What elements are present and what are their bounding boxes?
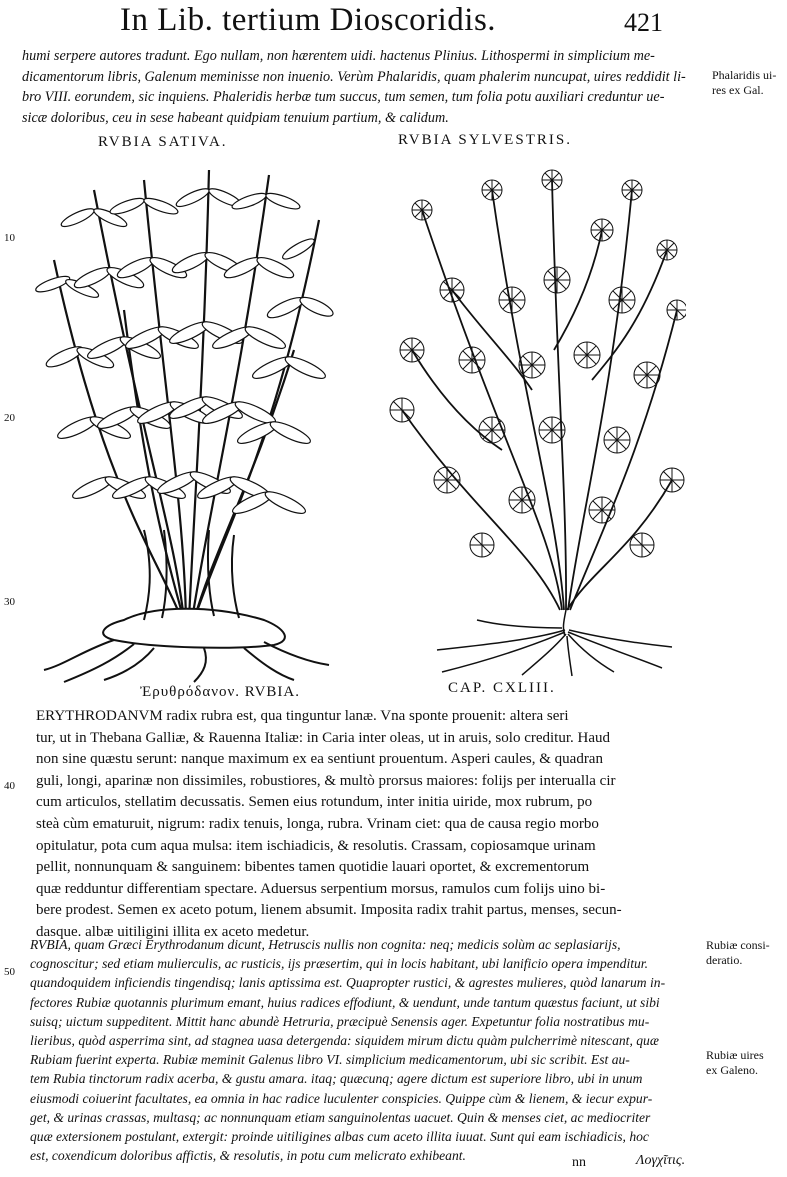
text-line: bere prodest. Semen ex aceto potum, lienem absumit. Imposita radix trahit partus, menses, secun- bbox=[36, 902, 622, 919]
text-line: opitulatur, pota cum aqua mulsa: item ischiadicis, & resolutis. Crassam, copiosamque urinam bbox=[36, 837, 596, 854]
text-line: pellit, nonnunquam & sanguinem: bibentes tamen quotidie lauari oportet, & excrementorum bbox=[36, 859, 590, 876]
text-line: dasque. albæ uitiligini illita ex aceto medetur. bbox=[36, 923, 310, 940]
text-line: sicæ doloribus, ceu in sese habeant quidpiam tenuium partium, & calidum. bbox=[22, 109, 449, 126]
figure-caption-rubia: Ἐρυθρόδανον. RVBIA. bbox=[140, 684, 301, 700]
text-line: quæ extersionem postulant, extergit: proinde uitiligines albas cum aceto illita iuuat. Sunt qui eam ischiadicis, hoc bbox=[30, 1128, 649, 1144]
text-line: quandoquidem inficiendis tingendisq; lanis aptissima est. Quapropter rustici, & agrestes mulieres, quòd lanarum in- bbox=[30, 975, 666, 991]
top-paragraph bbox=[22, 46, 686, 128]
woodcut-rubia-sativa bbox=[34, 150, 334, 685]
figure-title-rubia-sativa: RVBIA SATIVA. bbox=[98, 134, 228, 150]
text-line: humi serpere autores tradunt. Ego nullam, non hærentem uidi. hactenus Plinius. Lithospermi in simplicium me- bbox=[22, 48, 655, 64]
line-number: 20 bbox=[4, 412, 15, 424]
text-line: lieribus, quòd asperrima sint, ad stagnea uasa detergenda: siquidem mirum dictu quàm pulcherrimè nitescant, quæ bbox=[30, 1032, 659, 1048]
line-number: 30 bbox=[4, 596, 15, 608]
text-line: eiusmodi coiuerint facultates, ea omnia in hac radice luculenter conspicies. Quippe cùm & lienem, & iecur expur- bbox=[30, 1090, 653, 1106]
line-number: 10 bbox=[4, 232, 15, 244]
text-line: fectores Rubiæ quotannis plurimum emant, huius radices effodiunt, & uendunt, unde tantum quæstus faciunt, ut sibi bbox=[30, 994, 660, 1010]
text-line: Rubiam fuerint experta. Rubiæ meminit Galenus libro VI. simplicium medicamentorum, ubi sic scribit. Est au- bbox=[30, 1052, 630, 1068]
text-line: RVBIA, quam Græci Erythrodanum dicunt, Hetruscis nullis non cognita: neq; medicis solùm ac seplasiarijs, bbox=[30, 937, 621, 952]
text-line: steà cùm ematuruit, nigrum: radix tenuis, longa, rubra. Vrinam ciet: qua de causa regio morbo bbox=[36, 815, 599, 832]
text-line: guli, longi, aparinæ non dissimiles, robustiores, & multò prorsus maiores: folijs per interualla cir bbox=[36, 772, 616, 789]
margin-note-uires: Rubiæ uires ex Galeno. bbox=[706, 1048, 764, 1077]
margin-note-phalaris: Phalaridis ui- res ex Gal. bbox=[712, 68, 777, 97]
text-line: quæ redduntur differentiam spectare. Aduersus serpentium morsus, ramulos cum folijs uino bi- bbox=[36, 880, 606, 897]
text-line: non sine quæstu serunt: nanque maximum ex ea sentiunt prouentum. Asperi caules, & quadran bbox=[36, 751, 603, 768]
text-line: ERYTHRODANVM radix rubra est, qua tinguntur lanæ. Vna sponte prouenit: altera seri bbox=[36, 708, 569, 724]
signature-mark: nn bbox=[572, 1155, 586, 1170]
line-number: 50 bbox=[4, 966, 15, 978]
margin-note-consideratio: Rubiæ consi- deratio. bbox=[706, 938, 770, 967]
text-line: cum articulos, stellatim decussatis. Semen eius rotundum, inter initia uiride, mox rubrum, po bbox=[36, 794, 593, 811]
text-line: tur, ut in Thebana Galliæ, & Rauenna Italiæ: in Caria inter oleas, ut in aruis, solo creditur. Haud bbox=[36, 729, 610, 746]
catchword: Λογχῖτις. bbox=[636, 1153, 686, 1168]
rubia-sylvestris-plant-illustration bbox=[382, 150, 686, 680]
figure-title-rubia-sylvestris: RVBIA SYLVESTRIS. bbox=[398, 132, 572, 148]
leaf-cluster bbox=[412, 200, 432, 220]
page-number: 421 bbox=[624, 8, 663, 37]
text-line: cognoscitur; sed etiam mulierculis, ac rusticis, ijs præsertim, qui in locis habitant, ubi lanificio opera impenditur. bbox=[30, 956, 648, 972]
text-line: get, & urinas crassas, multasq; ac nonnunquam etiam sanguinolentas uacuet. Quin & menses ciet, ac mediocriter bbox=[30, 1109, 651, 1125]
woodcut-rubia-sylvestris bbox=[382, 150, 686, 680]
text-line: suisq; uictum suppeditent. Mittit hanc abundè Hetruria, præcipuè Senensis ager. Expetuntur folia nostratibus mu- bbox=[30, 1013, 650, 1029]
running-head: In Lib. tertium Dioscoridis. bbox=[120, 2, 497, 38]
chapter-heading: CAP. CXLIII. bbox=[448, 680, 556, 696]
commentary-paragraph bbox=[30, 935, 665, 1165]
text-line: est, coxendicum doloribus affictis, & resolutis, in potu cum melicrato exhibeant. bbox=[30, 1148, 466, 1164]
text-line: tem Rubia tinctorum radix acerba, & gustu amara. itaq; quæcunq; agere dictum est superiore libro, ubi in unum bbox=[30, 1071, 643, 1087]
rubia-sativa-plant-illustration bbox=[34, 150, 334, 685]
text-line: dicamentorum libris, Galenum meminisse non inuenio. Verùm Phalaridis, quam phalerim nuncupat, uires reddidit li- bbox=[22, 68, 686, 85]
main-paragraph bbox=[36, 706, 622, 944]
text-line: bro VIII. eorundem, sic inquiens. Phaleridis herbæ tum succus, tum semen, tum folia potu auxiliari creduntur ue- bbox=[22, 89, 665, 105]
line-number: 40 bbox=[4, 780, 15, 792]
